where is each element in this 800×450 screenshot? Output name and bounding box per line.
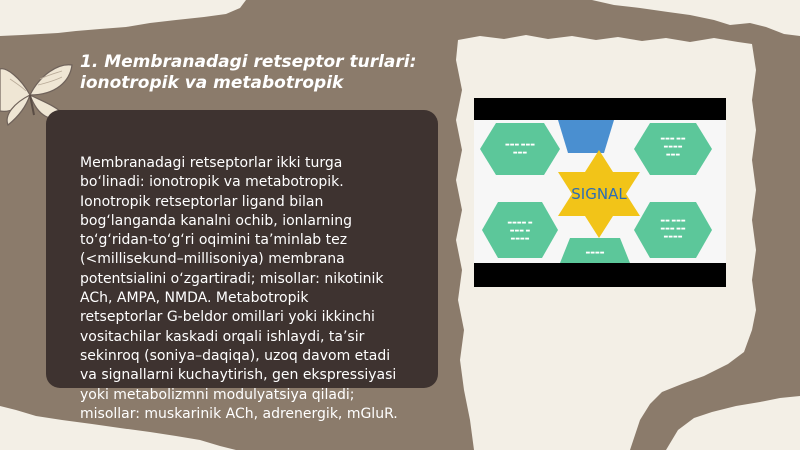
body-text	[80, 154, 430, 424]
slide-title	[80, 52, 420, 94]
signal-diagram-image	[474, 98, 726, 287]
title-line: 1. Membranadagi retseptor turlari:	[80, 52, 417, 72]
hexagon-top-left	[480, 123, 560, 175]
body-line: sekinroq (soniya–daqiqa), uzoq davom etadi	[80, 347, 391, 364]
hexagon-label-text: ▬▬▬	[665, 152, 681, 158]
hexagon-label-text: ▬▬▬▬	[585, 250, 605, 256]
body-line: bo‘linadi: ionotropik va metabotropik.	[80, 174, 344, 191]
hexagon-label-text: ▬▬▬ ▬▬	[660, 136, 686, 142]
body-line: vositachilar kaskadi orqali ishlaydi, ta’sir	[80, 328, 365, 345]
body-line: va signallarni kuchaytirish, gen ekspressiyasi	[80, 367, 397, 384]
hexagon-label-text: ▬▬▬ ▬▬	[660, 226, 686, 232]
body-line: yoki metabolizmni modulyatsiya qiladi;	[80, 386, 355, 403]
body-line: Ionotropik retseptorlar ligand bilan	[80, 193, 324, 210]
signal-label: SIGNAL	[571, 185, 627, 203]
body-line: bog‘langanda kanalni ochib, ionlarning	[80, 212, 353, 229]
body-line: to‘g‘ridan-to‘g‘ri oqimini ta’minlab tez	[80, 232, 348, 249]
body-line: potentsialini o‘zgartiradi; misollar: nikotinik	[80, 270, 384, 287]
hexagon-label-text: ▬▬▬▬ ▬	[507, 220, 533, 226]
hexagon-label-text: ▬▬▬ ▬	[509, 228, 531, 234]
body-line: Membranadagi retseptorlar ikki turga	[80, 155, 343, 171]
hexagon-label-text: ▬▬▬ ▬▬▬	[505, 142, 535, 148]
hexagon-label-text: ▬▬▬	[512, 150, 528, 156]
hexagon-label-text: ▬▬▬▬	[663, 234, 683, 240]
hexagon-label-text: ▬▬▬▬	[510, 236, 530, 242]
title-line: ionotropik va metabotropik	[80, 73, 344, 93]
hexagon-label-text: ▬▬ ▬▬▬	[660, 218, 686, 224]
hexagon-label-text: ▬▬▬▬	[663, 144, 683, 150]
body-line: misollar: muskarinik ACh, adrenergik, mGluR.	[80, 405, 398, 422]
body-line: retseptorlar G-beldor omillari yoki ikkinchi	[80, 309, 375, 326]
body-line: (<millisekund–millisoniya) membrana	[80, 251, 345, 268]
body-line: ACh, AMPA, NMDA. Metabotropik	[80, 290, 309, 307]
